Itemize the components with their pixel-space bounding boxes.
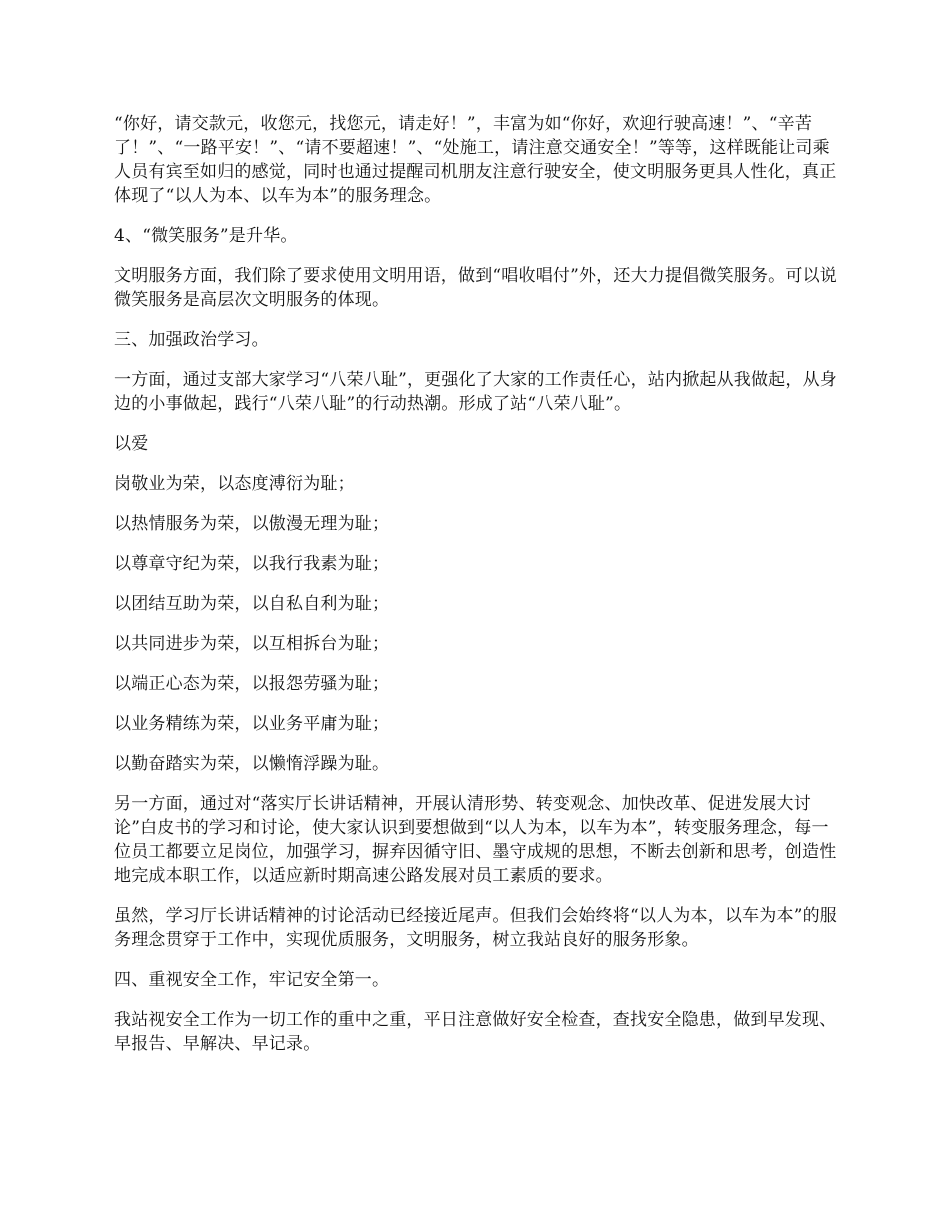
list-item-honor: 岗敬业为荣，以态度溥衍为耻；	[114, 474, 355, 494]
list-item-honor: 以业务精练为荣，以业务平庸为耻；	[114, 714, 390, 734]
list-item-honor: 以尊章守纪为荣，以我行我素为耻；	[114, 554, 390, 574]
list-item-honor: 以勤奋踏实为荣，以懒惰浮躁为耻。	[114, 754, 390, 774]
list-item-honor: 以爱	[114, 434, 149, 454]
list-item-honor: 以团结互助为荣，以自私自利为耻；	[114, 594, 390, 614]
paragraph-greeting-phrases: “你好，请交款元，收您元，找您元，请走好！”，丰富为如“你好，欢迎行驶高速！”、“辛苦了！”、“一路平安！”、“请不要超速！”、“处施工，请注意交通安全！”等等，这样既能让司乘人员有宾至如归的感觉，同时也通过提醒司机朋友注意行驶安全，使文明服务更具人性化，真正体现了“以人为本、以车为本”的服务理念。	[114, 114, 837, 206]
list-item-honor: 以端正心态为荣，以报怨劳骚为耻；	[114, 674, 390, 694]
heading-smile-service: 4、“微笑服务”是升华。	[114, 226, 298, 246]
list-item-honor: 以共同进步为荣，以互相拆台为耻；	[114, 634, 390, 654]
heading-safety-work: 四、重视安全工作，牢记安全第一。	[114, 970, 390, 990]
paragraph-discussion-ending: 虽然，学习厅长讲话精神的讨论活动已经接近尾声。但我们会始终将“以人为本，以车为本”的服务理念贯穿于工作中，实现优质服务，文明服务，树立我站良好的服务形象。	[114, 906, 837, 950]
paragraph-eight-honors: 一方面，通过支部大家学习“八荣八耻”，更强化了大家的工作责任心，站内掀起从我做起，从身边的小事做起，践行“八荣八耻”的行动热潮。形成了站“八荣八耻”。	[114, 370, 837, 414]
paragraph-safety-check: 我站视安全工作为一切工作的重中之重，平日注意做好安全检查，查找安全隐患，做到早发现、早报告、早解决、早记录。	[114, 1010, 837, 1054]
paragraph-director-speech: 另一方面，通过对“落实厅长讲话精神，开展认清形势、转变观念、加快改革、促进发展大讨论”白皮书的学习和讨论，使大家认识到要想做到“以人为本，以车为本”，转变服务理念，每一位员工都要立足岗位，加强学习，摒弃因循守旧、墨守成规的思想，不断去创新和思考，创造性地完成本职工作，以适应新时期高速公路发展对员工素质的要求。	[114, 794, 837, 886]
paragraph-civil-service: 文明服务方面，我们除了要求使用文明用语，做到“唱收唱付”外，还大力提倡微笑服务。可以说微笑服务是高层次文明服务的体现。	[114, 266, 837, 310]
heading-political-study: 三、加强政治学习。	[114, 330, 269, 350]
list-item-honor: 以热情服务为荣，以傲漫无理为耻；	[114, 514, 390, 534]
